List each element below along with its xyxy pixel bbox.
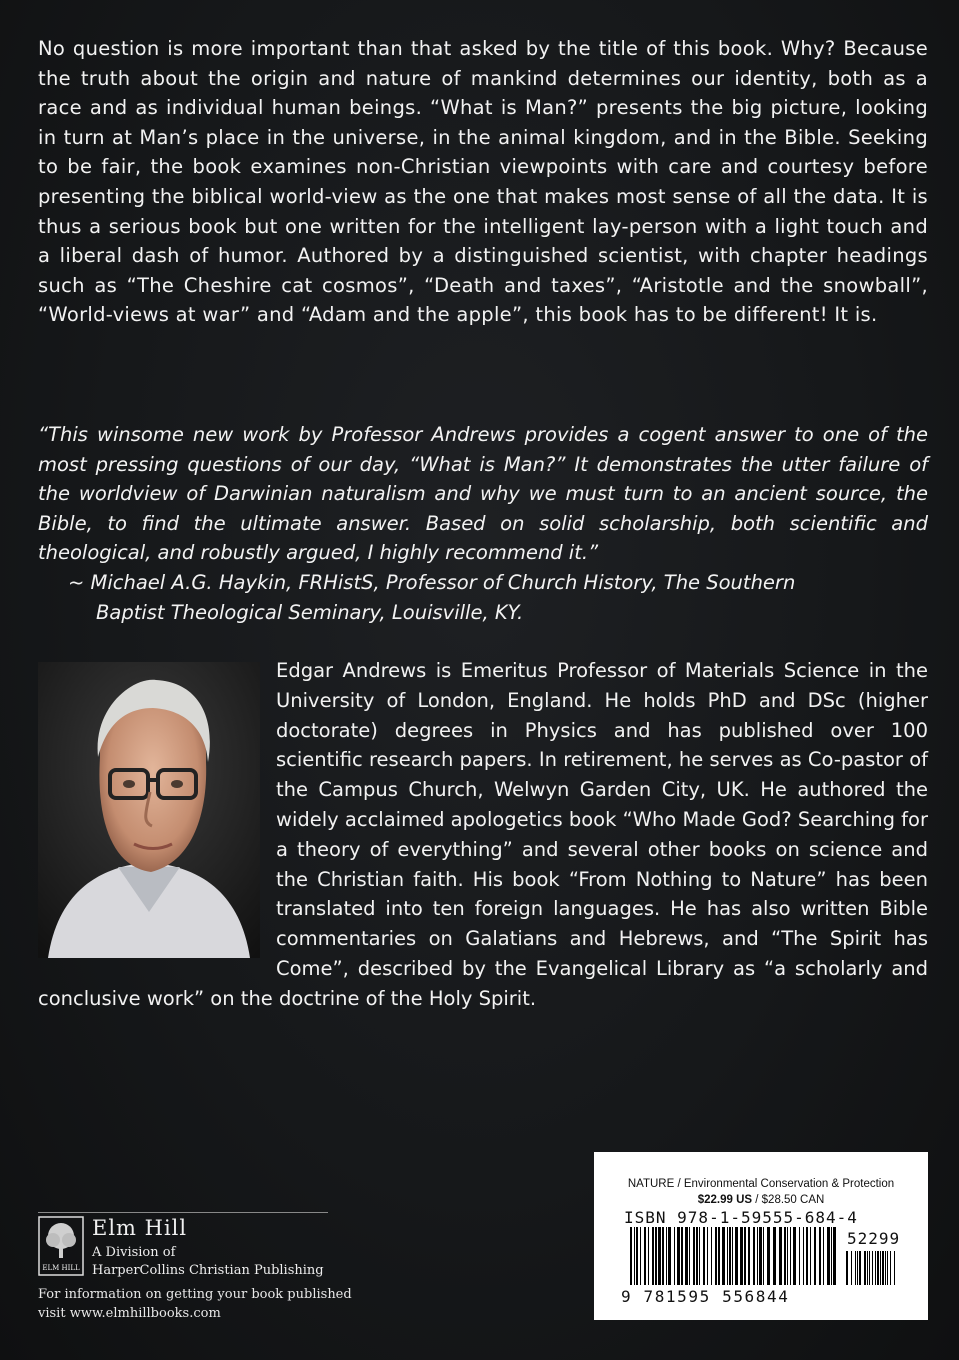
- barcode-addon-bar: [855, 1251, 856, 1285]
- barcode-bar: [827, 1227, 830, 1285]
- barcode-bar: [748, 1227, 750, 1285]
- elm-tree-icon: [38, 1216, 84, 1276]
- barcode-bar: [703, 1227, 705, 1285]
- barcode-bar: [831, 1227, 832, 1285]
- barcode-bar: [696, 1227, 698, 1285]
- barcode-addon-bar: [880, 1251, 881, 1285]
- barcode-bar: [732, 1227, 733, 1285]
- price-us: $22.99 US: [697, 1194, 753, 1206]
- publisher-website[interactable]: visit www.elmhillbooks.com: [38, 1306, 221, 1321]
- barcode-bar: [819, 1227, 821, 1285]
- logo-divider: [38, 1212, 328, 1213]
- barcode-bar: [779, 1227, 782, 1285]
- back-cover-blurb: No question is more important than that asked by the title of this book. Why? Because the truth about the origin and nature of mankind determines our identity, both as a race and as individual human beings. “What is Man?” presents the big picture, looking in turn at Man’s place in the universe, in the animal kingdom, and in the Bible. Seeking to be fair, the book examines non-Christian viewpoints with care and courtesy before presenting the biblical world-view as the one that makes most sense of all the data. It is thus a serious book but one written for the intelligent lay-person with a light touch and a liberal dash of humor. Authored by a distinguished scientist, with chapter headings such as “The Cheshire cat cosmos”, “Death and taxes”, “Aristotle and the snowball”, “World-views at war” and “Adam and the apple”, this book has to be different! It is.: [38, 37, 928, 327]
- barcode-bar: [648, 1227, 649, 1285]
- barcode-panel: [594, 1152, 928, 1320]
- barcode-bar: [693, 1227, 695, 1285]
- barcode-bar: [753, 1227, 755, 1285]
- barcode-addon-bar: [864, 1251, 866, 1285]
- endorsement-quote: “This winsome new work by Professor Andrews provides a cogent answer to one of the most pressing questions of our day, “What is Man?” It demonstrates the utter failure of the worldview of Darwinian naturalism and why we must turn to an ancient source, the Bible, to find the ultimate answer. Based on solid scholarship, both scientific and theological, and robustly argued, I highly recommend it.”: [38, 423, 928, 565]
- barcode-bar: [803, 1227, 804, 1285]
- barcode-bar: [806, 1227, 808, 1285]
- price-line: [594, 1194, 928, 1206]
- publisher-division: A Division of: [92, 1245, 176, 1260]
- author-bio: Edgar Andrews is Emeritus Professor of Materials Science in the University of London, England. He holds PhD and DSc (higher doctorate) degrees in Physics and has published over 100 scientific research papers. In retirement, he serves as Co-pastor of the Campus Church, Welwyn Garden City, UK. He authored the widely acclaimed apologetics book “Who Made God? Searching for a theory of everything” and several other books on science and the Christian faith. His book “From Nothing to Nature” has been translated into ten foreign languages. He has also written Bible commentaries on Galatians and Hebrews, and “The Spirit has Come”, described by the Evangelical Library as “a scholarly and conclusive work” on the doctrine of the Holy Spirit.: [38, 659, 928, 1010]
- barcode-bar: [833, 1227, 836, 1285]
- barcode-bar: [689, 1227, 690, 1285]
- barcode-bar: [674, 1227, 675, 1285]
- barcode-addon-bar: [869, 1251, 870, 1285]
- barcode-bar: [722, 1227, 725, 1285]
- barcode-addon-bar: [885, 1251, 886, 1285]
- barcode-addon-bar: [887, 1251, 888, 1285]
- barcode-bar: [727, 1227, 728, 1285]
- barcode-bar: [810, 1227, 811, 1285]
- barcode-bar: [759, 1227, 762, 1285]
- barcode-bar: [677, 1227, 680, 1285]
- barcode-addon-bar: [859, 1251, 861, 1285]
- barcode-addon-bar: [867, 1251, 868, 1285]
- bisac-category: NATURE / Environmental Conservation & Protection: [627, 1178, 895, 1190]
- barcode-bar: [655, 1227, 657, 1285]
- endorsement-attribution: [68, 568, 928, 627]
- barcode-bar: [634, 1227, 635, 1285]
- barcode-addon-bar: [857, 1251, 858, 1285]
- barcode-bar: [662, 1227, 664, 1285]
- barcode-bar: [767, 1227, 770, 1285]
- barcode-bar: [763, 1227, 764, 1285]
- barcode-bar: [658, 1227, 661, 1285]
- barcode-addon-bar: [872, 1251, 873, 1285]
- barcode-bar: [729, 1227, 731, 1285]
- barcode-bar: [707, 1227, 708, 1285]
- barcode-bar: [744, 1227, 746, 1285]
- price-can: / $28.50 CAN: [752, 1194, 825, 1206]
- ean-digits: 9 781595 556844: [621, 1287, 790, 1306]
- barcode-addon-bar: [875, 1251, 876, 1285]
- publisher-parent: HarperCollins Christian Publishing: [92, 1263, 324, 1278]
- barcode-addon-bar: [846, 1251, 848, 1285]
- barcode-bar: [790, 1227, 791, 1285]
- barcode-bar: [666, 1227, 667, 1285]
- barcode-bar: [630, 1227, 632, 1285]
- barcode-bar: [636, 1227, 638, 1285]
- barcode-bar: [787, 1227, 788, 1285]
- publisher-name: Elm Hill: [92, 1216, 188, 1240]
- barcode-bar: [718, 1227, 720, 1285]
- barcode-bar: [799, 1227, 800, 1285]
- barcode-graphic: [630, 1227, 900, 1287]
- barcode-bar: [681, 1227, 683, 1285]
- barcode-bar: [784, 1227, 786, 1285]
- publisher-info-line-1: For information on getting your book published: [38, 1287, 352, 1302]
- barcode-bar: [711, 1227, 712, 1285]
- logo-mark-text: ELM HILL: [42, 1264, 80, 1272]
- barcode-addon-bar: [890, 1251, 891, 1285]
- attribution-line-1: ~ Michael A.G. Haykin, FRHistS, Professor of Church History, The Southern: [68, 571, 796, 594]
- barcode-bar: [757, 1227, 758, 1285]
- barcode-bar: [740, 1227, 743, 1285]
- price-addon-digits: 52299: [847, 1229, 901, 1248]
- barcode-bar: [715, 1227, 717, 1285]
- barcode-bar: [652, 1227, 654, 1285]
- barcode-bar: [668, 1227, 671, 1285]
- barcode-addon-bar: [882, 1251, 884, 1285]
- barcode-bar: [823, 1227, 824, 1285]
- barcode-bar: [735, 1227, 738, 1285]
- barcode-bar: [814, 1227, 816, 1285]
- barcode-bar: [640, 1227, 641, 1285]
- author-photo: [38, 662, 260, 958]
- attribution-line-2: Baptist Theological Seminary, Louisville, KY.: [96, 600, 524, 624]
- barcode-addon-bar: [877, 1251, 879, 1285]
- publisher-info: [38, 1285, 352, 1323]
- barcode-bar: [685, 1227, 688, 1285]
- barcode-bar: [773, 1227, 776, 1285]
- barcode-bar: [699, 1227, 700, 1285]
- barcode-bar: [644, 1227, 646, 1285]
- isbn-text: ISBN 978-1-59555-684-4: [624, 1208, 858, 1227]
- barcode-bar: [793, 1227, 796, 1285]
- barcode-addon-bar: [894, 1251, 895, 1285]
- barcode-addon-bar: [851, 1251, 852, 1285]
